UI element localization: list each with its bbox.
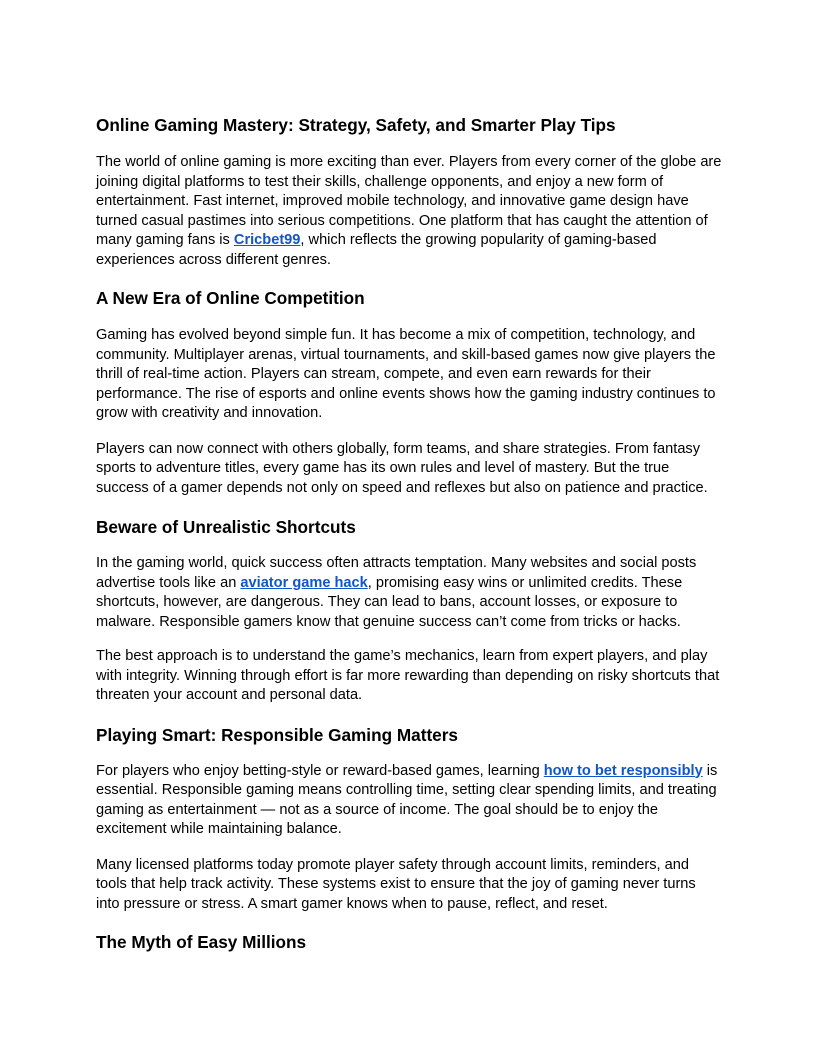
new-era-paragraph-2: Players can now connect with others globally, form teams, and share strategies. From fantasy sports to adventure titles, every game has its own rules and level of mastery. But the true success of a gamer depends not only on speed and reflexes but also on patience and practice.	[96, 440, 708, 496]
section-heading-shortcuts: Beware of Unrealistic Shortcuts	[96, 517, 356, 537]
responsible-text-before: For players who enjoy betting-style or reward-based games, learning	[96, 762, 544, 779]
responsible-paragraph-2: Many licensed platforms today promote player safety through account limits, reminders, and tools that help track activity. These systems exist to ensure that the joy of gaming never turns into pressure or stress. A smart gamer knows when to pause, reflect, and reset.	[96, 856, 696, 912]
intro-text-before: The world of online gaming is more exciting than ever. Players from every corner of the globe are joining digital platforms to test their skills, challenge opponents, and enjoy a new form of entertainment. Fast internet, improved mobile technology, and innovative game design have turned casual pastimes into serious competitions. One platform that has caught the attention of many gaming fans is	[96, 154, 722, 248]
intro-text-after: , which reflects the growing popularity of gaming-based experiences across different genres.	[96, 232, 657, 268]
shortcuts-text-before: In the gaming world, quick success often attracts temptation. Many websites and social posts advertise tools like an	[96, 555, 697, 591]
document-body	[96, 114, 722, 953]
shortcuts-text-after: , promising easy wins or unlimited credits. These shortcuts, however, are dangerous. They can lead to bans, account losses, or exposure to malware. Responsible gamers know that genuine success can’t come from tricks or hacks.	[96, 574, 683, 630]
section-heading-myth: The Myth of Easy Millions	[96, 932, 307, 952]
shortcuts-paragraph-2: The best approach is to understand the game’s mechanics, learn from expert players, and play with integrity. Winning through effort is far more rewarding than depending on risky shortcuts that threaten your account and personal data.	[96, 648, 720, 703]
cricbet99-link[interactable]: Cricbet99	[233, 232, 301, 248]
responsible-text-after: is essential. Responsible gaming means controlling time, setting clear spending limits, and treating gaming as entertainment — not as a source of income. The goal should be to enjoy the excitement while maintaining balance.	[96, 762, 718, 837]
new-era-paragraph-1: Gaming has evolved beyond simple fun. It has become a mix of competition, technology, and community. Multiplayer arenas, virtual tournaments, and skill-based games now give players the thrill of real-time action. Players can stream, compete, and even earn rewards for their performance. The rise of esports and online events shows how the gaming industry continues to grow with creativity and innovation.	[96, 327, 716, 421]
section-heading-responsible-gaming: Playing Smart: Responsible Gaming Matters	[96, 724, 458, 745]
shortcuts-paragraph-1	[96, 554, 722, 632]
document-title: Online Gaming Mastery: Strategy, Safety, and Smarter Play Tips	[96, 115, 616, 135]
bet-responsibly-link[interactable]: how to bet responsibly	[543, 762, 703, 779]
aviator-game-hack-link[interactable]: aviator game hack	[240, 574, 368, 591]
responsible-paragraph-1	[96, 762, 722, 840]
section-heading-new-era: A New Era of Online Competition	[96, 288, 365, 308]
intro-paragraph	[96, 153, 722, 270]
